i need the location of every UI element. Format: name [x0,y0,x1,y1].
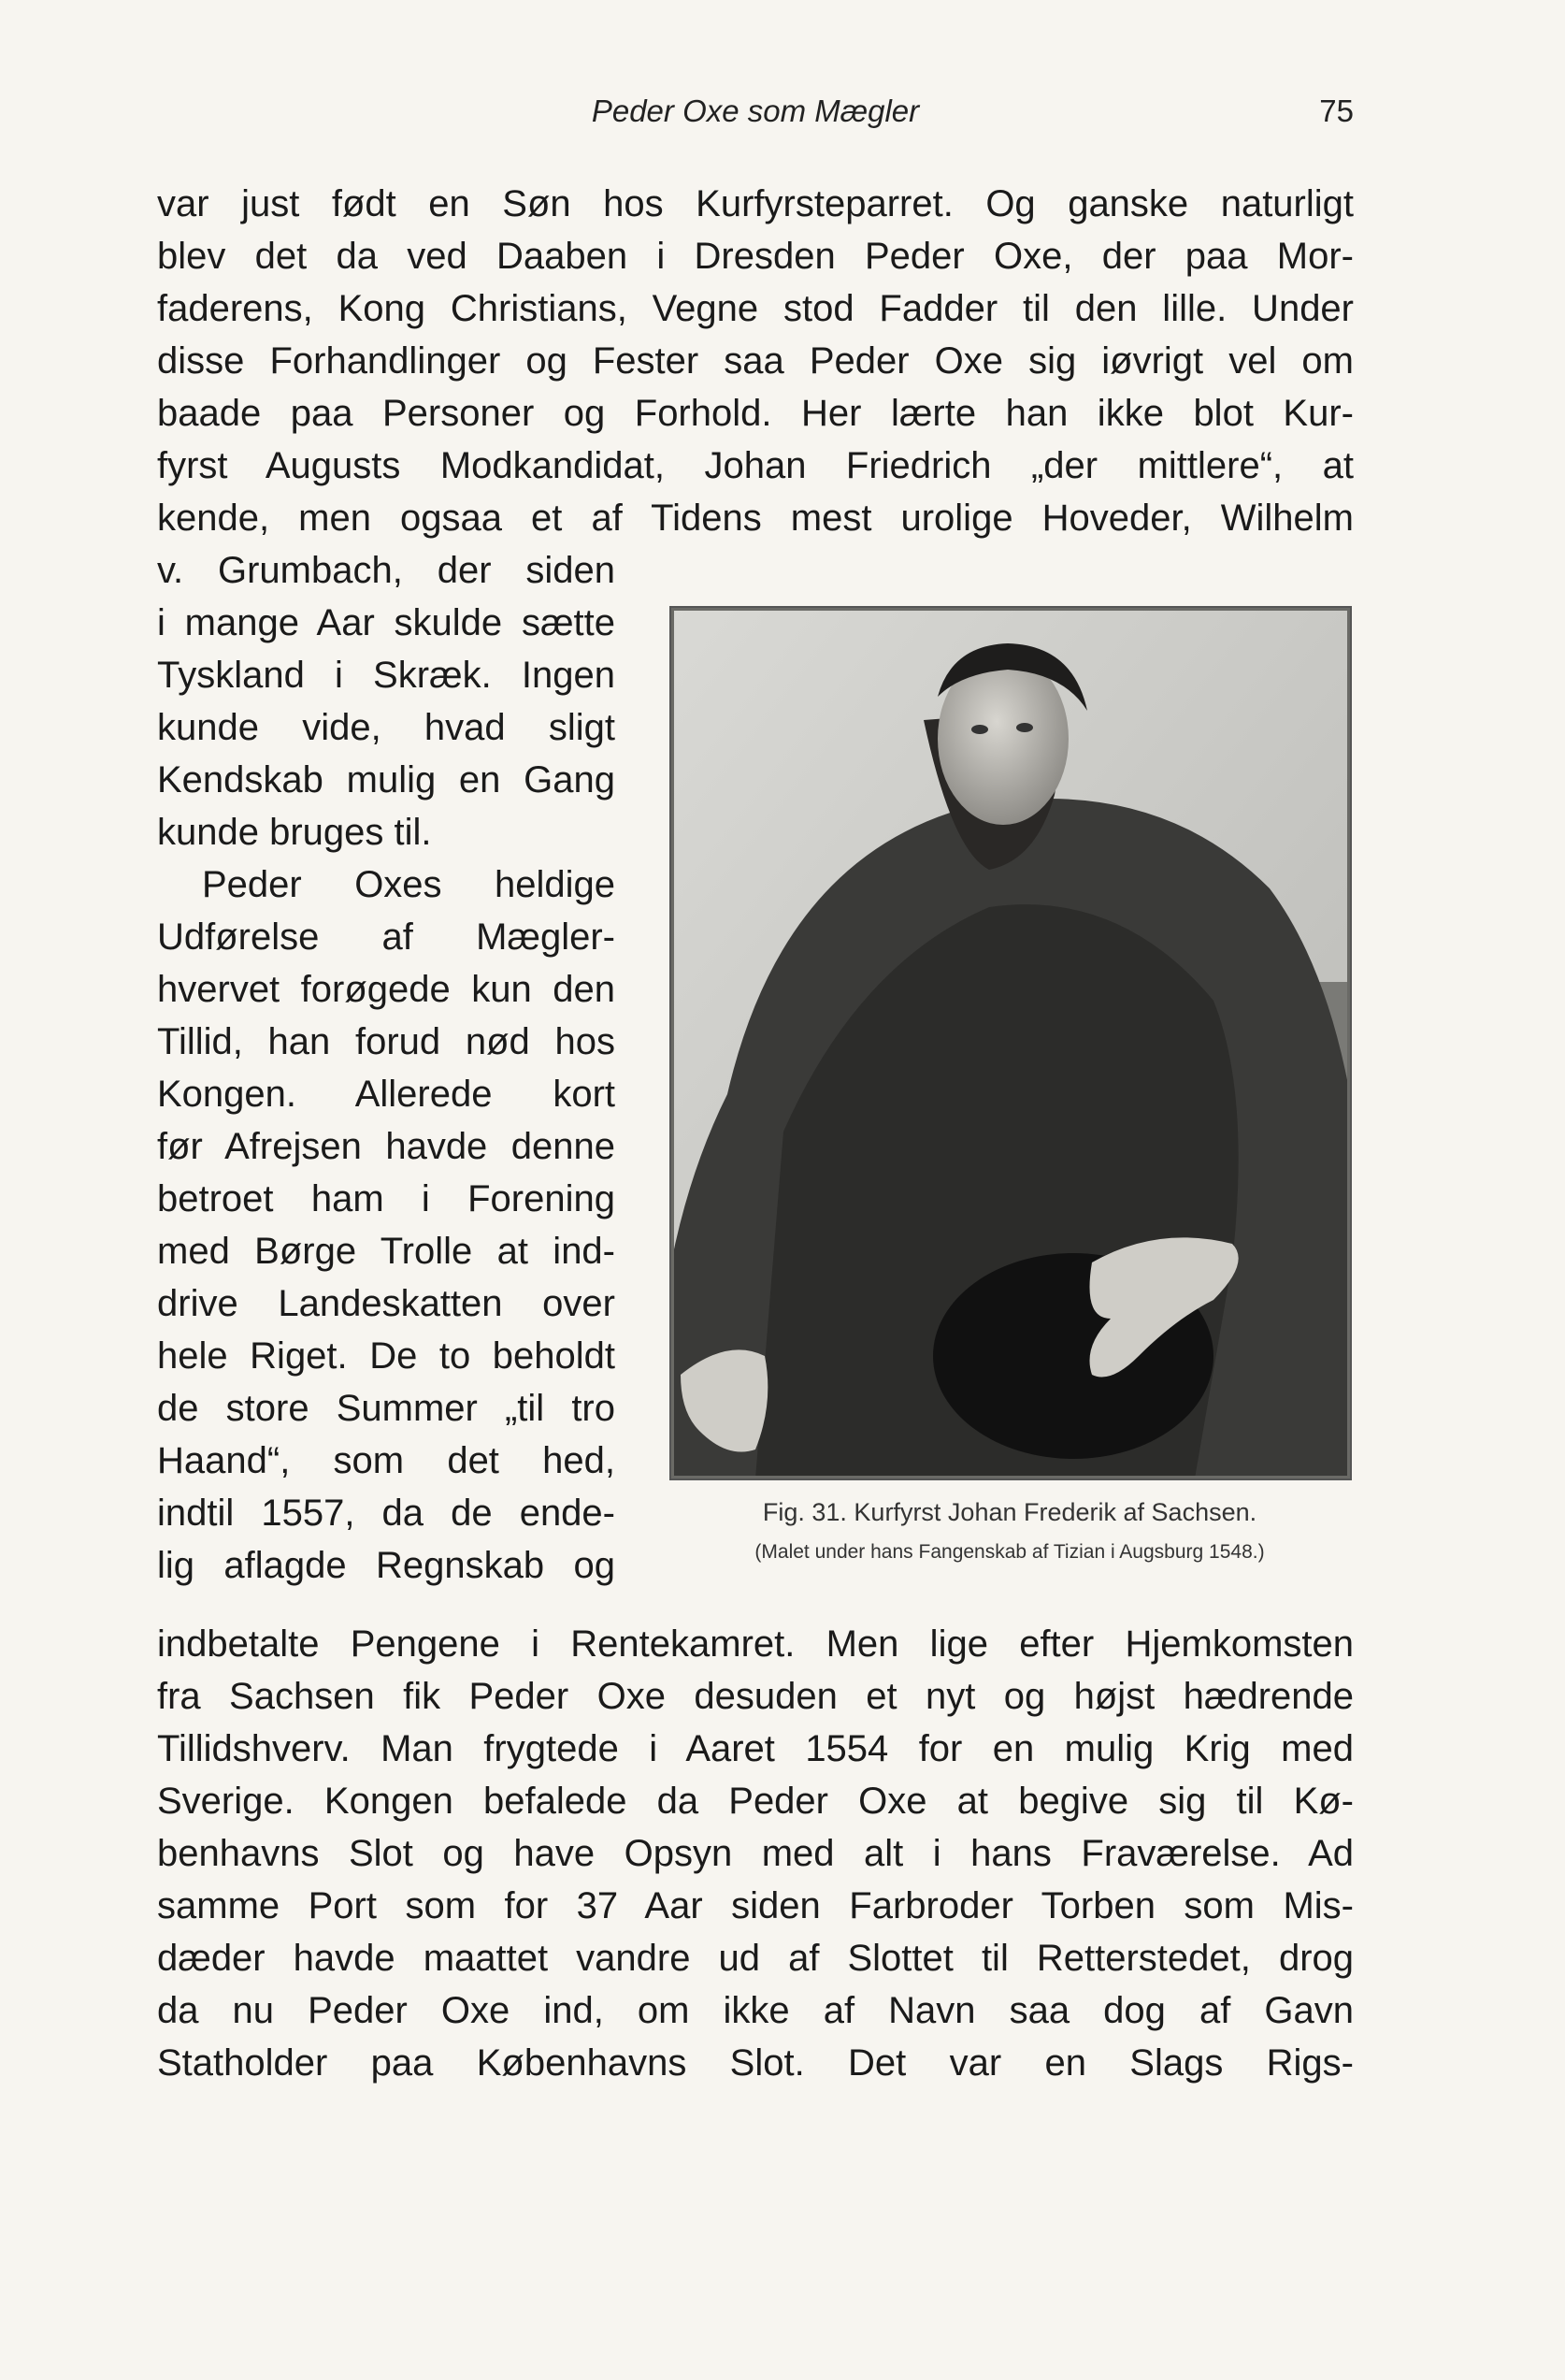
text-line: benhavns Slot og have Opsyn med alt i hans Fraværelse. Ad [157,1833,1354,1874]
text-line: Peder Oxes heldige [202,864,615,905]
text-line: lig aflagde Regnskab og [157,1545,615,1586]
portrait-illustration [671,608,1350,1478]
text-line: Kendskab mulig en Gang [157,759,615,801]
text-line: blev det da ved Daaben i Dresden Peder Oxe, der paa Mor- [157,236,1354,277]
text-line: med Børge Trolle at ind- [157,1231,615,1272]
text-line: Haand“, som det hed, [157,1440,615,1481]
text-line: baade paa Personer og Forhold. Her lærte han ikke blot Kur- [157,393,1354,434]
text-line: kende, men ogsaa et af Tidens mest urolige Hoveder, Wilhelm [157,498,1354,539]
text-line: kunde vide, hvad sligt [157,707,615,748]
text-line: var just født en Søn hos Kurfyrsteparret. Og ganske naturligt [157,183,1354,224]
figure-caption: Fig. 31. Kurfyrst Johan Frederik af Sachsen. [762,1498,1257,1526]
text-line: samme Port som for 37 Aar siden Farbroder Torben som Mis- [157,1885,1354,1926]
text-line: indtil 1557, da de ende- [157,1493,615,1534]
text-line: fra Sachsen fik Peder Oxe desuden et nyt og højst hædrende [157,1676,1354,1717]
text-line: hvervet forøgede kun den [157,969,615,1010]
text-line: Tyskland i Skræk. Ingen [157,655,615,696]
text-line: faderens, Kong Christians, Vegne stod Fadder til den lille. Under [157,288,1354,329]
text-line: de store Summer „til tro [157,1388,615,1429]
page-number: 75 [1319,94,1354,128]
text-line: da nu Peder Oxe ind, om ikke af Navn saa dog af Gavn [157,1990,1354,2031]
text-line: dæder havde maattet vandre ud af Slottet til Retterstedet, drog [157,1938,1354,1979]
text-line: disse Forhandlinger og Fester saa Peder Oxe sig iøvrigt vel om [157,340,1354,382]
text-line: Sverige. Kongen befalede da Peder Oxe at begive sig til Kø- [157,1781,1354,1822]
text-line: fyrst Augusts Modkandidat, Johan Friedrich „der mittlere“, at [157,445,1354,486]
figure-caption-note: (Malet under hans Fangenskab af Tizian i Augsburg 1548.) [754,1541,1265,1563]
text-line: Udførelse af Mægler- [157,916,615,958]
text-line: før Afrejsen havde denne [157,1126,615,1167]
text-line: drive Landeskatten over [157,1283,615,1324]
text-line: v. Grumbach, der siden [157,550,615,591]
portrait-figure [669,606,1352,1480]
text-line: Kongen. Allerede kort [157,1074,615,1115]
text-line: i mange Aar skulde sætte [157,602,615,643]
text-line: indbetalte Pengene i Rentekamret. Men lige efter Hjemkomsten [157,1623,1354,1665]
text-line: kunde bruges til. [157,812,432,853]
text-line: betroet ham i Forening [157,1178,615,1219]
text-line: hele Riget. De to beholdt [157,1335,615,1377]
text-line: Statholder paa Københavns Slot. Det var en Slags Rigs- [157,2042,1354,2084]
running-title: Peder Oxe som Mægler [591,94,920,128]
text-line: Tillid, han forud nød hos [157,1021,615,1062]
text-line: Tillidshverv. Man frygtede i Aaret 1554 for en mulig Krig med [157,1728,1354,1769]
page-header [157,90,1354,137]
